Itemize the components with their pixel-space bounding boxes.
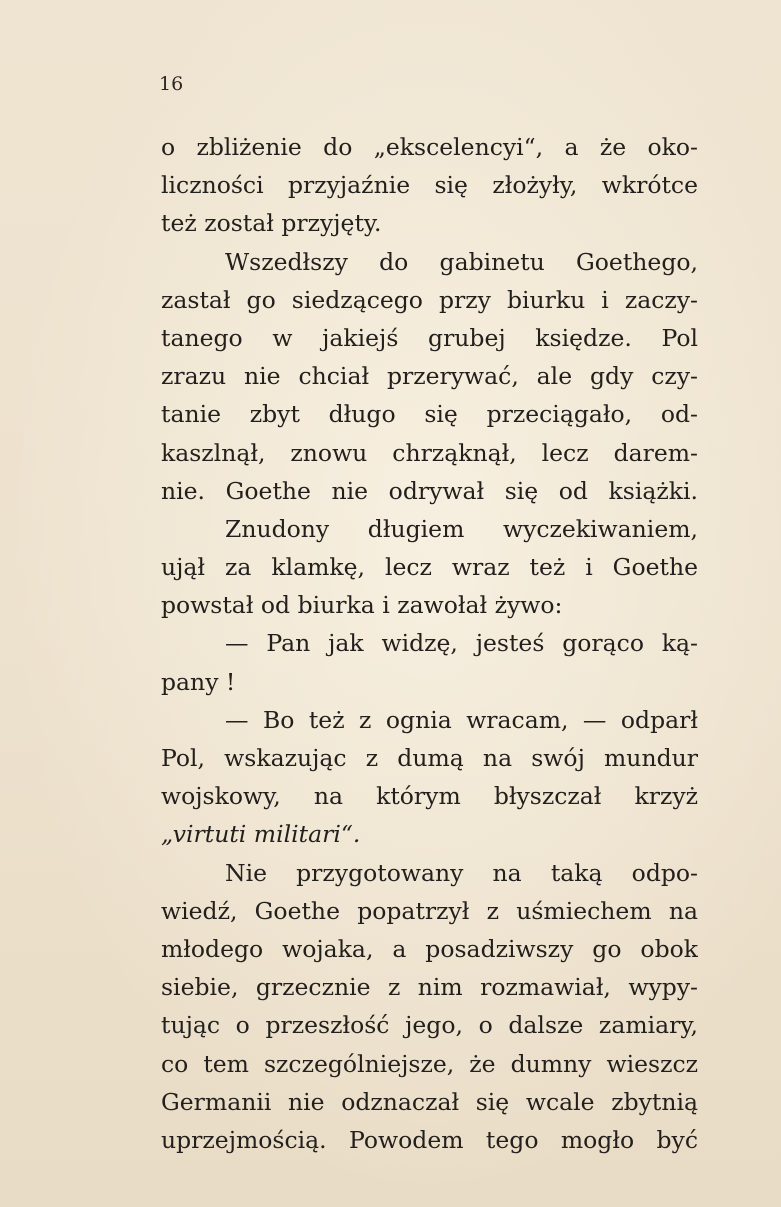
text-line: pany ! — [161, 667, 236, 696]
text-line-italic: „virtuti militari“. — [161, 820, 361, 849]
text-line: siebie, grzecznie z nim rozmawiał, wypy- — [161, 973, 698, 1002]
text-line: — Pan jak widzę, jesteś gorąco ką- — [225, 629, 698, 658]
text-line: zastał go siedzącego przy biurku i zaczy- — [161, 285, 698, 314]
text-line: wiedź, Goethe popatrzył z uśmiechem na — [161, 896, 698, 925]
text-line: młodego wojaka, a posadziwszy go obok — [161, 934, 698, 963]
text-line: Nie przygotowany na taką odpo- — [225, 858, 698, 887]
text-line: Wszedłszy do gabinetu Goethego, — [225, 247, 698, 276]
text-line: też został przyjęty. — [161, 209, 382, 238]
text-line: Germanii nie odznaczał się wcale zbytnią — [161, 1087, 698, 1116]
text-line: powstał od biurka i zawołał żywo: — [161, 591, 563, 620]
text-line: — Bo też z ognia wracam, — odparł — [225, 705, 698, 734]
text-line: Znudony długiem wyczekiwaniem, — [225, 514, 698, 543]
text-line: wojskowy, na którym błyszczał krzyż — [161, 782, 698, 811]
text-line: kaszlnął, znowu chrząknął, lecz darem- — [161, 438, 698, 467]
body-text — [161, 128, 698, 1159]
text-line: tanego w jakiejś grubej księdze. Pol — [161, 323, 698, 352]
page-number: 16 — [159, 73, 184, 95]
text-line: Pol, wskazując z dumą na swój mundur — [161, 744, 698, 772]
text-line: uprzejmością. Powodem tego mogło być — [161, 1125, 698, 1154]
text-line: liczności przyjaźnie się złożyły, wkrótce — [161, 171, 698, 200]
text-line: o zbliżenie do „ekscelencyi“, a że oko- — [161, 133, 698, 161]
text-line: tanie zbyt długo się przeciągało, od- — [161, 400, 698, 429]
text-line: ujął za klamkę, lecz wraz też i Goethe — [161, 553, 698, 582]
text-line: nie. Goethe nie odrywał się od książki. — [161, 476, 698, 505]
text-line: zrazu nie chciał przerywać, ale gdy czy- — [161, 362, 698, 391]
text-line: tując o przeszłość jego, o dalsze zamiary, — [161, 1011, 698, 1040]
text-line: co tem szczególniejsze, że dumny wieszcz — [161, 1049, 698, 1078]
